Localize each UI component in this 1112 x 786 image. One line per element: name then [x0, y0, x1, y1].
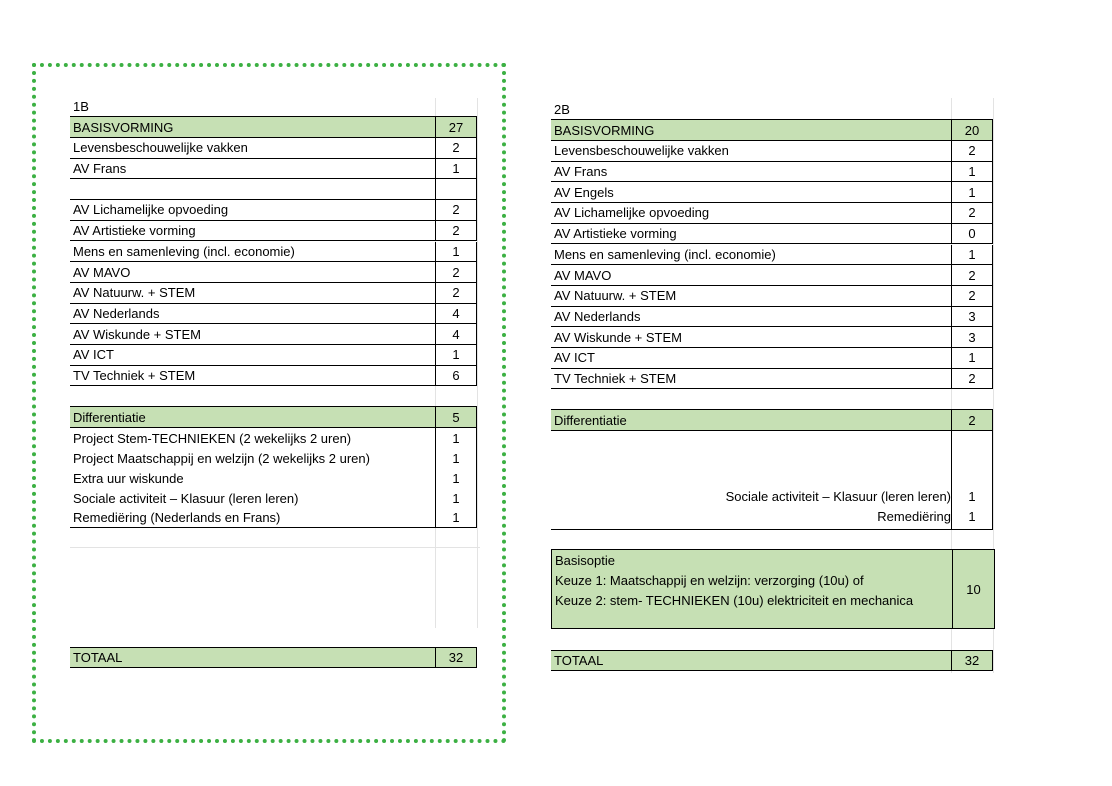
row-label: Mens en samenleving (incl. economie): [73, 243, 295, 259]
row-label: AV Natuurw. + STEM: [73, 285, 196, 301]
table-row: [551, 265, 993, 286]
diff-item-value: 1: [968, 489, 976, 504]
basisoptie-line: Keuze 1: Maatschappij en welzijn: verzorging (10u) of: [555, 573, 864, 588]
row-label: AV Artistieke vorming: [73, 223, 196, 239]
basis-label: BASISVORMING: [554, 122, 655, 138]
row-value: 2: [951, 286, 993, 306]
table-row: [70, 283, 477, 304]
row-value: 1: [951, 348, 993, 368]
diff-header-row: [70, 406, 477, 428]
row-value: 2: [435, 221, 477, 241]
diff-item-value: 1: [435, 428, 477, 448]
table-row: [551, 327, 993, 348]
table-row: [551, 224, 993, 245]
basisoptie-value: 10: [952, 550, 994, 628]
row-label: AV Nederlands: [73, 305, 160, 321]
diff-row: [70, 508, 477, 528]
diff-row: [70, 448, 477, 468]
row-label: Mens en samenleving (incl. economie): [554, 246, 776, 262]
row-value: 1: [435, 159, 477, 179]
diff-item-value: 1: [968, 509, 976, 524]
row-value: 1: [435, 242, 477, 262]
diff-label: Differentiatie: [73, 409, 146, 425]
gridline: [477, 98, 478, 628]
table-row: [551, 162, 993, 183]
total-label: TOTAAL: [73, 650, 123, 665]
table-row: [70, 345, 477, 366]
basisoptie-line: Keuze 2: stem- TECHNIEKEN (10u) elektriciteit en mechanica: [555, 593, 914, 608]
row-value: 1: [951, 182, 993, 202]
row-label: AV ICT: [73, 347, 114, 363]
table-row: [70, 138, 477, 159]
row-value: 2: [435, 262, 477, 282]
row-value: 2: [435, 200, 477, 220]
table-row: [551, 182, 993, 203]
basis-label: BASISVORMING: [73, 119, 174, 135]
basisoptie-text: [552, 550, 952, 628]
table-row: [70, 159, 477, 180]
table-row: [70, 366, 477, 387]
row-value: 1: [951, 162, 993, 182]
basis-header-row: [551, 119, 993, 141]
diff-item-value: 1: [435, 448, 477, 468]
basisoptie-line: Basisoptie: [555, 553, 615, 568]
row-label: AV Wiskunde + STEM: [554, 329, 682, 345]
row-value: 1: [435, 345, 477, 365]
row-label: AV Lichamelijke opvoeding: [554, 205, 710, 221]
table-row: [70, 179, 477, 200]
diff-item-label: Sociale activiteit – Klasuur (leren leren): [725, 489, 951, 504]
table-row: [70, 304, 477, 325]
diff-item-label: Project Stem-TECHNIEKEN (2 wekelijks 2 uren): [73, 430, 352, 446]
basisoptie-block: [551, 549, 995, 629]
row-label: TV Techniek + STEM: [554, 371, 677, 387]
diff-item-label: Sociale activiteit – Klasuur (leren leren): [73, 490, 299, 506]
diff-header-row: [551, 409, 993, 431]
row-value: 1: [951, 245, 993, 265]
diff-item-value: 1: [435, 468, 477, 488]
table-row: [70, 324, 477, 345]
table-row: [70, 242, 477, 263]
diff-item-label: Project Maatschappij en welzijn (2 wekelijks 2 uren): [73, 450, 370, 466]
row-label: AV Wiskunde + STEM: [73, 326, 201, 342]
row-value: 2: [951, 265, 993, 285]
row-label: AV Engels: [554, 184, 614, 200]
row-value: 2: [951, 141, 993, 161]
row-label: AV Natuurw. + STEM: [554, 288, 677, 304]
row-value: 2: [951, 369, 993, 389]
diff-item-value: 1: [435, 508, 477, 527]
diff-row: [70, 488, 477, 508]
row-value: 0: [951, 224, 993, 244]
row-value: 4: [435, 324, 477, 344]
row-label: Levensbeschouwelijke vakken: [554, 143, 729, 159]
basis-value: 20: [951, 120, 993, 140]
table-row: [551, 286, 993, 307]
diff-row: [70, 428, 477, 448]
row-label: AV MAVO: [554, 267, 612, 283]
diff-label: Differentiatie: [554, 412, 627, 428]
total-row: [551, 650, 993, 671]
diff-item-label: Extra uur wiskunde: [73, 470, 184, 486]
row-label: Levensbeschouwelijke vakken: [73, 140, 248, 156]
diff-values: [951, 431, 993, 529]
row-value: [435, 179, 477, 199]
row-label: AV Frans: [554, 164, 608, 180]
diff-labels: [551, 431, 951, 529]
row-value: 6: [435, 366, 477, 386]
gridline: [70, 547, 480, 548]
table-row: [551, 141, 993, 162]
row-value: 3: [951, 307, 993, 327]
diff-row: [70, 468, 477, 488]
diff-item-value: 1: [435, 488, 477, 508]
basis-value: 27: [435, 117, 477, 137]
row-label: TV Techniek + STEM: [73, 368, 196, 384]
row-value: 2: [435, 138, 477, 158]
diff-value: 2: [951, 410, 993, 430]
table-row: [551, 203, 993, 224]
table-title-row: [551, 99, 951, 119]
table-row: [551, 369, 993, 390]
table-title: 2B: [554, 101, 570, 117]
row-label: AV ICT: [554, 350, 595, 366]
diff-item-label: Remediëring: [877, 509, 951, 524]
table-title: 1B: [73, 99, 89, 114]
row-label: AV Artistieke vorming: [554, 226, 677, 242]
total-value: 32: [435, 648, 477, 667]
row-label: AV Nederlands: [554, 308, 641, 324]
table-row: [551, 348, 993, 369]
table-row: [551, 245, 993, 266]
total-value: 32: [951, 651, 993, 670]
row-value: 2: [951, 203, 993, 223]
row-label: [70, 179, 435, 199]
row-label: AV Lichamelijke opvoeding: [73, 202, 229, 218]
basis-header-row: [70, 116, 477, 138]
table-row: [551, 307, 993, 328]
diff-item-label: Remediëring (Nederlands en Frans): [73, 510, 281, 525]
row-value: 4: [435, 304, 477, 324]
table-row: [70, 262, 477, 283]
row-value: 3: [951, 327, 993, 347]
row-label: AV MAVO: [73, 264, 131, 280]
total-row: [70, 647, 477, 668]
row-label: AV Frans: [73, 161, 127, 177]
total-label: TOTAAL: [554, 653, 604, 668]
table-title-row: [70, 97, 435, 116]
table-row: [70, 221, 477, 242]
row-value: 2: [435, 283, 477, 303]
diff-block: [551, 431, 993, 530]
diff-value: 5: [435, 407, 477, 427]
table-row: [70, 200, 477, 221]
